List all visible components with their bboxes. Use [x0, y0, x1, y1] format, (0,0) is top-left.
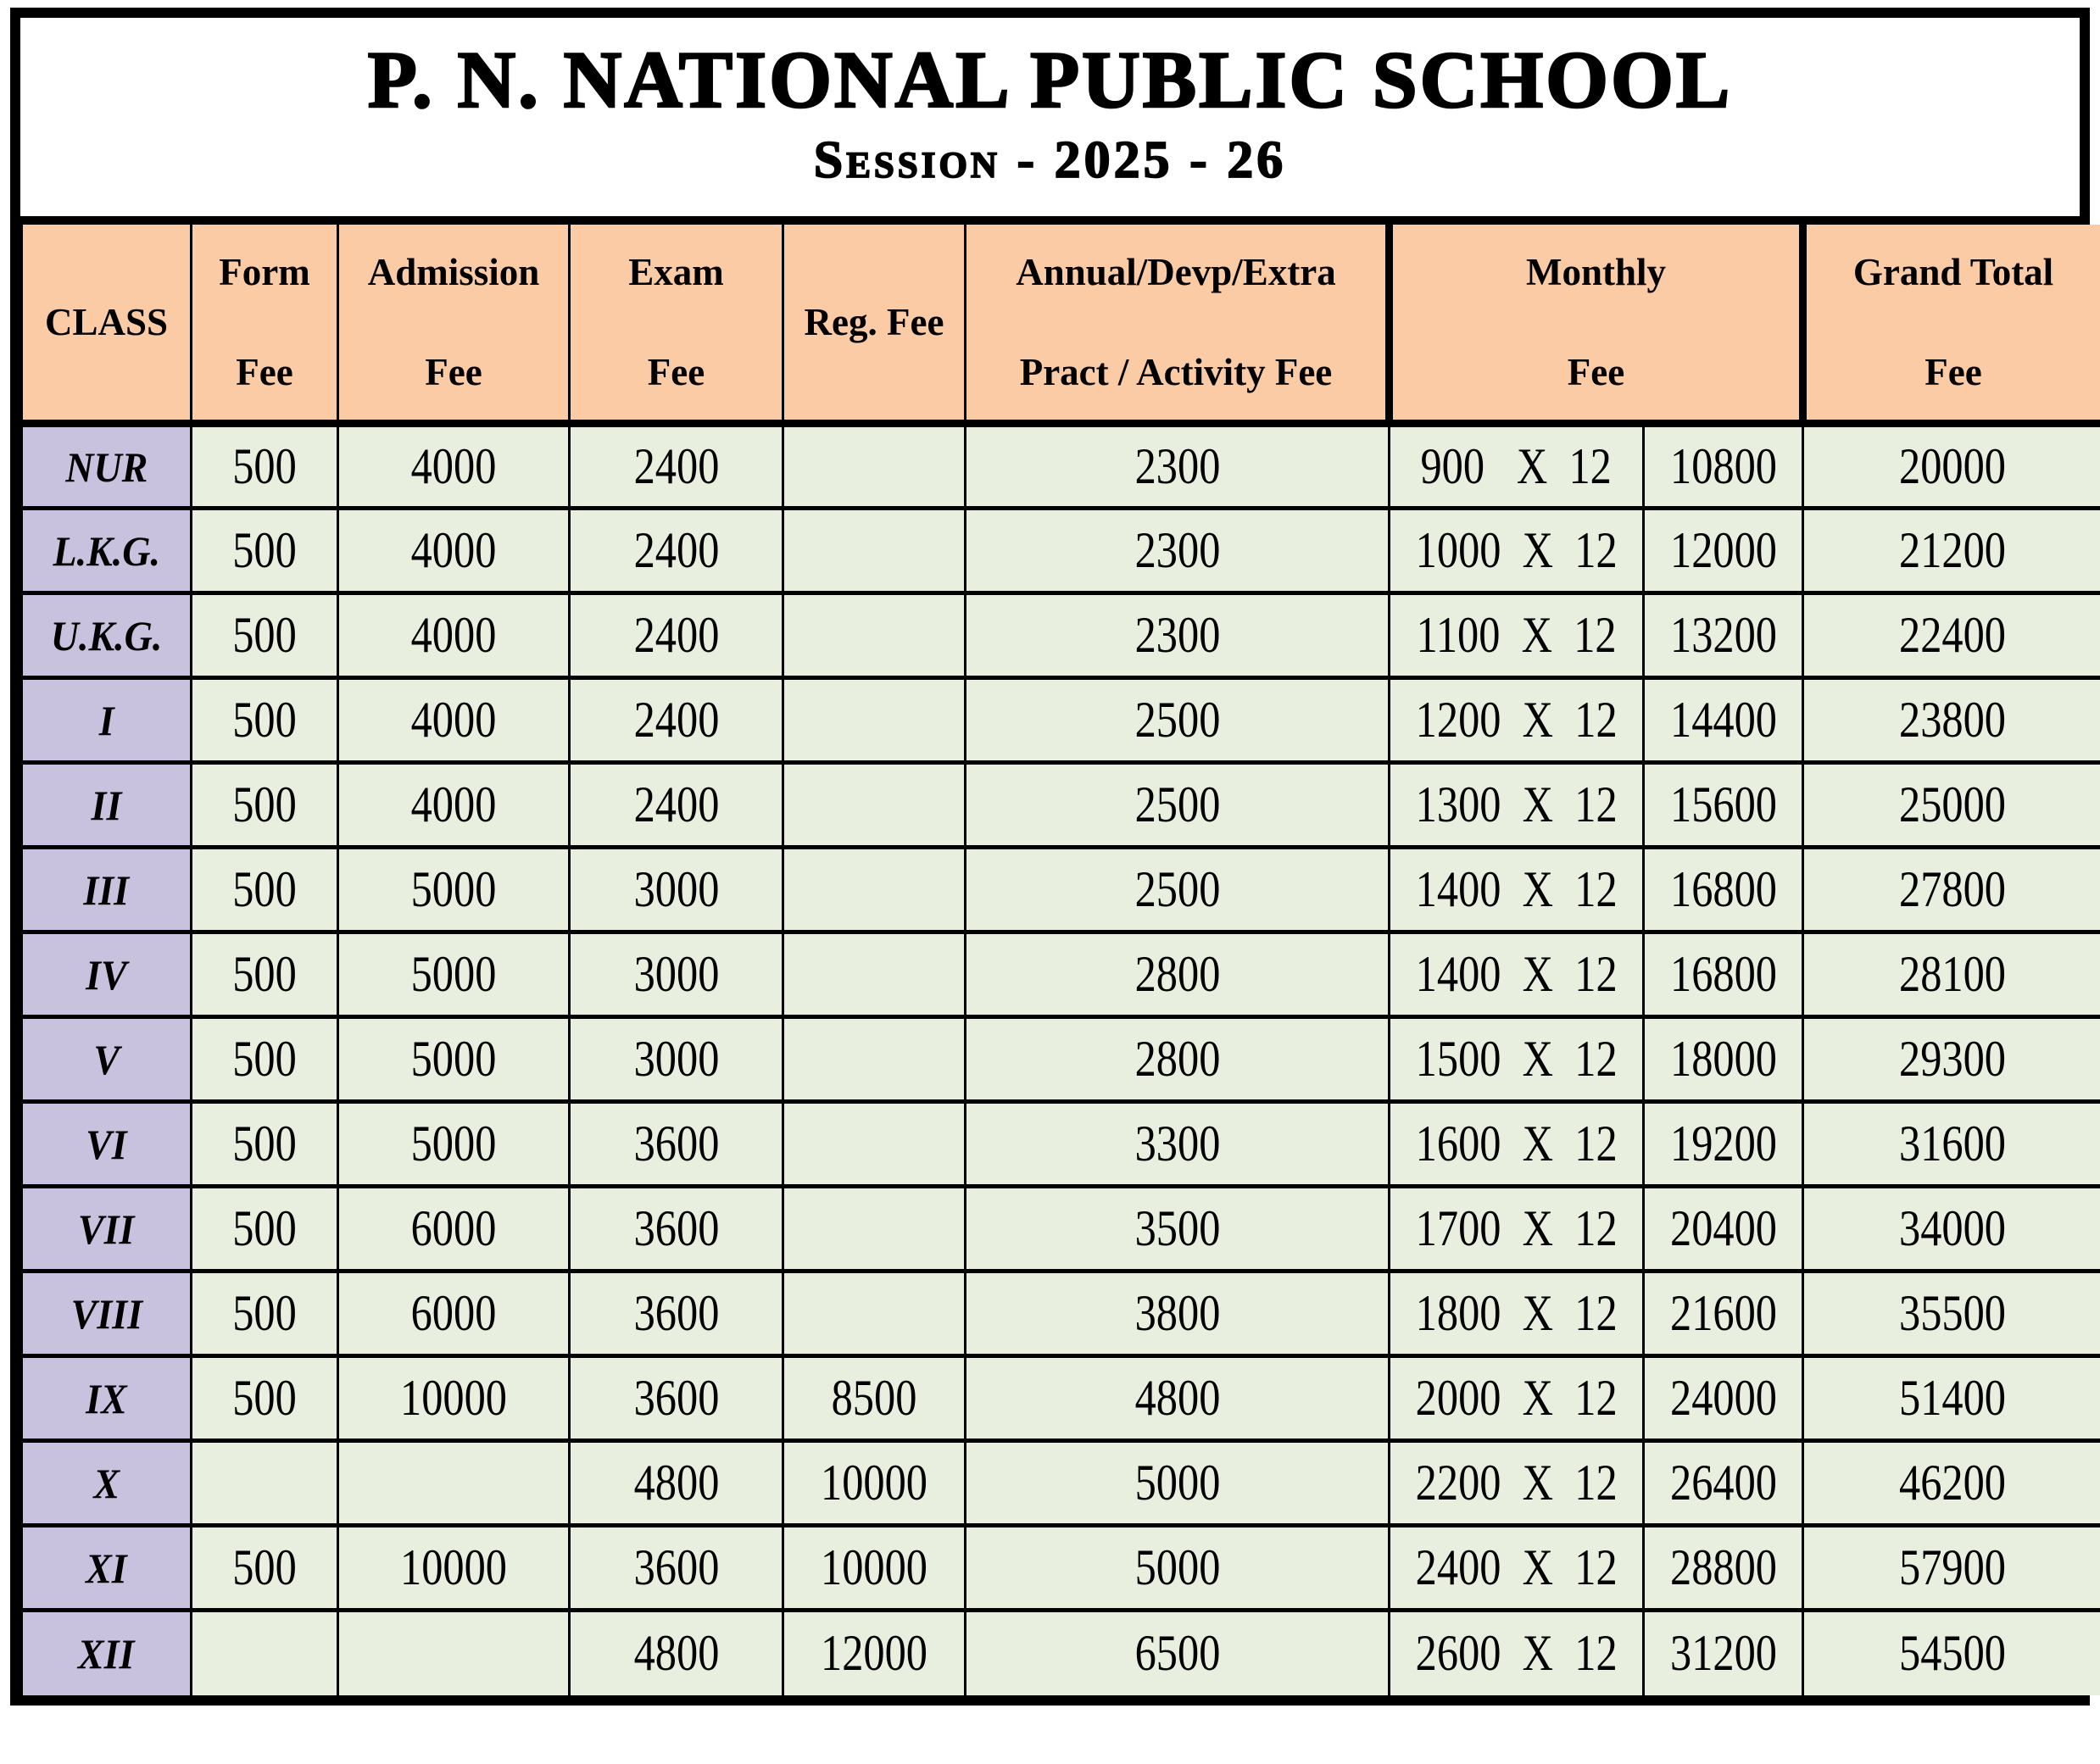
- form-fee-cell: [192, 1611, 338, 1695]
- annual-fee-cell: [966, 678, 1390, 763]
- annual-fee-cell: [966, 1611, 1390, 1695]
- col-header-annual-line2: Pract / Activity Fee: [1019, 351, 1333, 394]
- exam-fee-value: 2400: [633, 438, 719, 495]
- form-fee-cell: [192, 678, 338, 763]
- annual-fee-cell: [966, 1526, 1390, 1611]
- fee-row-x: [22, 1441, 2100, 1526]
- monthly-total-cell: [1644, 1272, 1803, 1356]
- admission-fee-cell: [338, 678, 570, 763]
- grand-total-cell: [1803, 509, 2100, 593]
- class-label: I: [98, 696, 114, 744]
- school-name-title: P. N. NATIONAL PUBLIC SCHOOL: [367, 35, 1733, 125]
- class-label: XI: [86, 1544, 127, 1592]
- annual-fee-cell: [966, 593, 1390, 678]
- monthly-calc-cell: [1390, 593, 1644, 678]
- annual-fee-cell: [966, 848, 1390, 932]
- form-fee-cell: [192, 593, 338, 678]
- exam-fee-value: 3600: [633, 1285, 719, 1342]
- monthly-calc-cell: [1390, 848, 1644, 932]
- monthly-calc-cell: [1390, 1441, 1644, 1526]
- fee-row-ii: [22, 763, 2100, 848]
- reg-fee-cell: [783, 932, 966, 1017]
- exam-fee-cell: [570, 1356, 783, 1441]
- exam-fee-value: 2400: [633, 607, 719, 664]
- form-fee-cell: [192, 1187, 338, 1272]
- exam-fee-cell: [570, 1611, 783, 1695]
- admission-fee-value: 5000: [410, 861, 497, 918]
- class-cell: [22, 1611, 192, 1695]
- annual-fee-cell: [966, 424, 1390, 509]
- class-cell: [22, 763, 192, 848]
- monthly-calc-cell: [1390, 678, 1644, 763]
- exam-fee-value: 3600: [633, 1116, 719, 1172]
- monthly-total-value: 24000: [1669, 1370, 1777, 1427]
- exam-fee-value: 3000: [633, 861, 719, 918]
- exam-fee-cell: [570, 1017, 783, 1102]
- annual-fee-value: 3800: [1134, 1285, 1220, 1342]
- col-header-grand-total: [1803, 225, 2100, 424]
- grand-total-cell: [1803, 1611, 2100, 1695]
- form-fee-cell: [192, 1356, 338, 1441]
- grand-total-cell: [1803, 1441, 2100, 1526]
- reg-fee-cell: [783, 509, 966, 593]
- grand-total-cell: [1803, 932, 2100, 1017]
- col-header-annual-fee: [966, 225, 1390, 424]
- admission-fee-cell: [338, 1611, 570, 1695]
- col-header-monthly-line1: Monthly: [1526, 250, 1667, 293]
- form-fee-cell: [192, 424, 338, 509]
- class-label: U.K.G.: [50, 611, 163, 659]
- monthly-calc-cell: [1390, 1272, 1644, 1356]
- monthly-calc-value: 2000 X 12: [1415, 1370, 1618, 1427]
- form-fee-value: 500: [232, 1370, 297, 1427]
- exam-fee-value: 3600: [633, 1539, 719, 1596]
- exam-fee-value: 3000: [633, 1031, 719, 1088]
- admission-fee-cell: [338, 1272, 570, 1356]
- annual-fee-value: 2500: [1134, 861, 1220, 918]
- annual-fee-cell: [966, 763, 1390, 848]
- class-cell: [22, 1526, 192, 1611]
- fee-row-nur: [22, 424, 2100, 509]
- monthly-calc-value: 2200 X 12: [1415, 1455, 1618, 1511]
- annual-fee-cell: [966, 1017, 1390, 1102]
- admission-fee-value: 6000: [410, 1285, 497, 1342]
- form-fee-value: 500: [232, 522, 297, 579]
- monthly-calc-value: 1800 X 12: [1415, 1285, 1618, 1342]
- exam-fee-value: 2400: [633, 776, 719, 833]
- exam-fee-value: 4800: [633, 1625, 719, 1682]
- monthly-calc-cell: [1390, 1611, 1644, 1695]
- form-fee-cell: [192, 1272, 338, 1356]
- grand-total-value: 25000: [1898, 776, 2006, 833]
- monthly-total-cell: [1644, 932, 1803, 1017]
- form-fee-cell: [192, 763, 338, 848]
- monthly-total-value: 13200: [1669, 607, 1777, 664]
- class-label: XII: [78, 1629, 135, 1678]
- form-fee-value: 500: [232, 438, 297, 495]
- grand-total-value: 29300: [1898, 1031, 2006, 1088]
- fee-row-v: [22, 1017, 2100, 1102]
- monthly-total-value: 16800: [1669, 861, 1777, 918]
- reg-fee-cell: [783, 1102, 966, 1187]
- annual-fee-value: 2800: [1134, 946, 1220, 1003]
- class-label: L.K.G.: [53, 526, 160, 575]
- monthly-total-cell: [1644, 1356, 1803, 1441]
- col-header-form-fee: [192, 225, 338, 424]
- grand-total-cell: [1803, 424, 2100, 509]
- monthly-total-value: 19200: [1669, 1116, 1777, 1172]
- grand-total-value: 20000: [1898, 438, 2006, 495]
- exam-fee-cell: [570, 424, 783, 509]
- class-cell: [22, 678, 192, 763]
- grand-total-cell: [1803, 1102, 2100, 1187]
- fee-row-lkg: [22, 509, 2100, 593]
- annual-fee-cell: [966, 1187, 1390, 1272]
- class-cell: [22, 593, 192, 678]
- col-header-class: [22, 225, 192, 424]
- admission-fee-cell: [338, 1102, 570, 1187]
- monthly-calc-cell: [1390, 1526, 1644, 1611]
- form-fee-value: 500: [232, 692, 297, 748]
- exam-fee-value: 3600: [633, 1200, 719, 1257]
- col-header-exam-line1: Exam: [628, 250, 724, 293]
- grand-total-value: 57900: [1898, 1539, 2006, 1596]
- col-header-exam-fee: [570, 225, 783, 424]
- exam-fee-cell: [570, 1102, 783, 1187]
- annual-fee-cell: [966, 1272, 1390, 1356]
- exam-fee-cell: [570, 593, 783, 678]
- monthly-total-cell: [1644, 1611, 1803, 1695]
- annual-fee-cell: [966, 1441, 1390, 1526]
- grand-total-value: 21200: [1898, 522, 2006, 579]
- class-cell: [22, 509, 192, 593]
- monthly-total-value: 15600: [1669, 776, 1777, 833]
- grand-total-value: 34000: [1898, 1200, 2006, 1257]
- admission-fee-value: 10000: [400, 1539, 507, 1596]
- admission-fee-value: 5000: [410, 1116, 497, 1172]
- monthly-calc-value: 1400 X 12: [1415, 861, 1618, 918]
- exam-fee-cell: [570, 932, 783, 1017]
- monthly-total-value: 14400: [1669, 692, 1777, 748]
- exam-fee-cell: [570, 509, 783, 593]
- class-cell: [22, 424, 192, 509]
- session-subtitle: Session - 2025 - 26: [813, 131, 1287, 189]
- admission-fee-value: 10000: [400, 1370, 507, 1427]
- class-cell: [22, 1187, 192, 1272]
- admission-fee-value: 5000: [410, 946, 497, 1003]
- fee-row-xii: [22, 1611, 2100, 1695]
- form-fee-value: 500: [232, 1285, 297, 1342]
- grand-total-cell: [1803, 593, 2100, 678]
- reg-fee-cell: [783, 1187, 966, 1272]
- annual-fee-value: 4800: [1134, 1370, 1220, 1427]
- annual-fee-value: 2500: [1134, 692, 1220, 748]
- class-label: IX: [86, 1374, 127, 1422]
- admission-fee-value: 4000: [410, 438, 497, 495]
- col-header-form-line2: Fee: [236, 351, 293, 394]
- annual-fee-value: 3500: [1134, 1200, 1220, 1257]
- class-label: II: [91, 781, 122, 829]
- grand-total-value: 22400: [1898, 607, 2006, 664]
- grand-total-value: 35500: [1898, 1285, 2006, 1342]
- monthly-calc-value: 2600 X 12: [1415, 1625, 1618, 1682]
- admission-fee-cell: [338, 763, 570, 848]
- col-header-admission-line1: Admission: [367, 250, 540, 293]
- grand-total-cell: [1803, 1017, 2100, 1102]
- reg-fee-cell: [783, 593, 966, 678]
- fee-row-iv: [22, 932, 2100, 1017]
- reg-fee-cell: [783, 1611, 966, 1695]
- monthly-calc-value: 2400 X 12: [1415, 1539, 1618, 1596]
- exam-fee-cell: [570, 678, 783, 763]
- class-cell: [22, 1102, 192, 1187]
- grand-total-value: 27800: [1898, 861, 2006, 918]
- monthly-calc-value: 1300 X 12: [1415, 776, 1618, 833]
- col-header-reg-label: Reg. Fee: [804, 300, 944, 343]
- form-fee-cell: [192, 1526, 338, 1611]
- reg-fee-cell: [783, 424, 966, 509]
- fee-row-ix: [22, 1356, 2100, 1441]
- fee-row-vi: [22, 1102, 2100, 1187]
- class-cell: [22, 932, 192, 1017]
- admission-fee-cell: [338, 932, 570, 1017]
- annual-fee-value: 3300: [1134, 1116, 1220, 1172]
- title-block: [20, 18, 2080, 225]
- monthly-calc-cell: [1390, 763, 1644, 848]
- form-fee-value: 500: [232, 1539, 297, 1596]
- form-fee-value: 500: [232, 607, 297, 664]
- monthly-total-cell: [1644, 763, 1803, 848]
- col-header-monthly-fee: [1390, 225, 1803, 424]
- monthly-calc-cell: [1390, 1356, 1644, 1441]
- admission-fee-cell: [338, 1187, 570, 1272]
- annual-fee-value: 2800: [1134, 1031, 1220, 1088]
- grand-total-cell: [1803, 678, 2100, 763]
- header-row: [22, 225, 2100, 424]
- exam-fee-cell: [570, 763, 783, 848]
- monthly-total-cell: [1644, 1526, 1803, 1611]
- monthly-total-value: 18000: [1669, 1031, 1777, 1088]
- annual-fee-value: 5000: [1134, 1455, 1220, 1511]
- exam-fee-cell: [570, 1526, 783, 1611]
- form-fee-cell: [192, 1102, 338, 1187]
- fee-row-viii: [22, 1272, 2100, 1356]
- annual-fee-cell: [966, 1102, 1390, 1187]
- reg-fee-cell: [783, 848, 966, 932]
- class-label: VII: [78, 1205, 135, 1253]
- annual-fee-cell: [966, 509, 1390, 593]
- class-cell: [22, 1356, 192, 1441]
- admission-fee-value: 5000: [410, 1031, 497, 1088]
- annual-fee-value: 6500: [1134, 1625, 1220, 1682]
- reg-fee-cell: [783, 763, 966, 848]
- admission-fee-cell: [338, 848, 570, 932]
- col-header-reg-fee: [783, 225, 966, 424]
- annual-fee-value: 2500: [1134, 776, 1220, 833]
- monthly-calc-value: 1400 X 12: [1415, 946, 1618, 1003]
- grand-total-value: 31600: [1898, 1116, 2006, 1172]
- grand-total-value: 51400: [1898, 1370, 2006, 1427]
- form-fee-value: 500: [232, 861, 297, 918]
- grand-total-cell: [1803, 1526, 2100, 1611]
- fee-table: [20, 225, 2100, 1695]
- monthly-calc-value: 900 X 12: [1420, 438, 1613, 495]
- exam-fee-cell: [570, 1441, 783, 1526]
- monthly-total-value: 16800: [1669, 946, 1777, 1003]
- reg-fee-cell: [783, 1441, 966, 1526]
- monthly-calc-value: 1000 X 12: [1415, 522, 1618, 579]
- grand-total-value: 28100: [1898, 946, 2006, 1003]
- class-label: VI: [86, 1120, 127, 1168]
- admission-fee-cell: [338, 1017, 570, 1102]
- grand-total-cell: [1803, 1187, 2100, 1272]
- monthly-calc-cell: [1390, 1102, 1644, 1187]
- fee-row-vii: [22, 1187, 2100, 1272]
- exam-fee-cell: [570, 848, 783, 932]
- monthly-calc-value: 1600 X 12: [1415, 1116, 1618, 1172]
- monthly-total-cell: [1644, 593, 1803, 678]
- fee-row-iii: [22, 848, 2100, 932]
- form-fee-cell: [192, 848, 338, 932]
- form-fee-cell: [192, 509, 338, 593]
- col-header-monthly-line2: Fee: [1567, 351, 1625, 394]
- form-fee-value: 500: [232, 1116, 297, 1172]
- reg-fee-cell: [783, 1272, 966, 1356]
- class-cell: [22, 1272, 192, 1356]
- form-fee-value: 500: [232, 776, 297, 833]
- form-fee-cell: [192, 932, 338, 1017]
- reg-fee-cell: [783, 678, 966, 763]
- monthly-calc-cell: [1390, 932, 1644, 1017]
- annual-fee-value: 5000: [1134, 1539, 1220, 1596]
- admission-fee-value: 4000: [410, 692, 497, 748]
- admission-fee-cell: [338, 593, 570, 678]
- admission-fee-cell: [338, 1356, 570, 1441]
- fee-row-i: [22, 678, 2100, 763]
- col-header-admission-fee: [338, 225, 570, 424]
- grand-total-value: 54500: [1898, 1625, 2006, 1682]
- monthly-calc-value: 1700 X 12: [1415, 1200, 1618, 1257]
- col-header-class-label: CLASS: [44, 300, 169, 343]
- monthly-total-cell: [1644, 1441, 1803, 1526]
- annual-fee-value: 2300: [1134, 438, 1220, 495]
- fee-row-xi: [22, 1526, 2100, 1611]
- monthly-total-cell: [1644, 509, 1803, 593]
- monthly-total-value: 26400: [1669, 1455, 1777, 1511]
- exam-fee-value: 2400: [633, 522, 719, 579]
- reg-fee-value: 10000: [821, 1455, 927, 1511]
- exam-fee-cell: [570, 1187, 783, 1272]
- col-header-grand-line1: Grand Total: [1852, 250, 2054, 293]
- monthly-total-cell: [1644, 1187, 1803, 1272]
- admission-fee-cell: [338, 1441, 570, 1526]
- form-fee-value: 500: [232, 1031, 297, 1088]
- monthly-total-cell: [1644, 424, 1803, 509]
- admission-fee-cell: [338, 424, 570, 509]
- monthly-total-value: 28800: [1669, 1539, 1777, 1596]
- class-cell: [22, 1441, 192, 1526]
- class-cell: [22, 848, 192, 932]
- grand-total-cell: [1803, 763, 2100, 848]
- admission-fee-value: 6000: [410, 1200, 497, 1257]
- monthly-total-value: 21600: [1669, 1285, 1777, 1342]
- monthly-calc-value: 1200 X 12: [1415, 692, 1618, 748]
- col-header-exam-line2: Fee: [647, 351, 705, 394]
- form-fee-cell: [192, 1017, 338, 1102]
- admission-fee-value: 4000: [410, 607, 497, 664]
- grand-total-value: 23800: [1898, 692, 2006, 748]
- monthly-calc-cell: [1390, 509, 1644, 593]
- grand-total-value: 46200: [1898, 1455, 2006, 1511]
- monthly-total-value: 12000: [1669, 522, 1777, 579]
- form-fee-value: 500: [232, 946, 297, 1003]
- admission-fee-cell: [338, 509, 570, 593]
- monthly-total-cell: [1644, 678, 1803, 763]
- reg-fee-cell: [783, 1526, 966, 1611]
- monthly-total-value: 10800: [1669, 438, 1777, 495]
- class-label: NUR: [64, 442, 148, 491]
- exam-fee-cell: [570, 1272, 783, 1356]
- annual-fee-cell: [966, 1356, 1390, 1441]
- monthly-total-cell: [1644, 1102, 1803, 1187]
- monthly-total-value: 31200: [1669, 1625, 1777, 1682]
- monthly-total-cell: [1644, 1017, 1803, 1102]
- exam-fee-value: 3000: [633, 946, 719, 1003]
- fee-structure-sheet: [10, 8, 2090, 1706]
- reg-fee-value: 8500: [831, 1370, 917, 1427]
- col-header-form-line1: Form: [219, 250, 310, 293]
- annual-fee-value: 2300: [1134, 522, 1220, 579]
- monthly-calc-cell: [1390, 1187, 1644, 1272]
- admission-fee-cell: [338, 1526, 570, 1611]
- col-header-annual-line1: Annual/Devp/Extra: [1016, 250, 1336, 293]
- reg-fee-cell: [783, 1017, 966, 1102]
- form-fee-value: 500: [232, 1200, 297, 1257]
- class-cell: [22, 1017, 192, 1102]
- annual-fee-value: 2300: [1134, 607, 1220, 664]
- form-fee-cell: [192, 1441, 338, 1526]
- class-label: V: [93, 1035, 120, 1083]
- exam-fee-value: 3600: [633, 1370, 719, 1427]
- col-header-admission-line2: Fee: [425, 351, 482, 394]
- monthly-calc-cell: [1390, 1017, 1644, 1102]
- admission-fee-value: 4000: [410, 522, 497, 579]
- exam-fee-value: 2400: [633, 692, 719, 748]
- reg-fee-cell: [783, 1356, 966, 1441]
- class-label: X: [93, 1459, 120, 1507]
- grand-total-cell: [1803, 1356, 2100, 1441]
- annual-fee-cell: [966, 932, 1390, 1017]
- class-label: III: [83, 865, 130, 914]
- grand-total-cell: [1803, 1272, 2100, 1356]
- reg-fee-value: 10000: [821, 1539, 927, 1596]
- class-label: IV: [86, 950, 127, 999]
- monthly-calc-cell: [1390, 424, 1644, 509]
- fee-row-ukg: [22, 593, 2100, 678]
- monthly-calc-value: 1100 X 12: [1416, 607, 1617, 664]
- col-header-grand-line2: Fee: [1925, 351, 1982, 394]
- monthly-calc-value: 1500 X 12: [1415, 1031, 1618, 1088]
- monthly-total-cell: [1644, 848, 1803, 932]
- grand-total-cell: [1803, 848, 2100, 932]
- class-label: VIII: [70, 1289, 142, 1338]
- exam-fee-value: 4800: [633, 1455, 719, 1511]
- admission-fee-value: 4000: [410, 776, 497, 833]
- reg-fee-value: 12000: [821, 1625, 927, 1682]
- monthly-total-value: 20400: [1669, 1200, 1777, 1257]
